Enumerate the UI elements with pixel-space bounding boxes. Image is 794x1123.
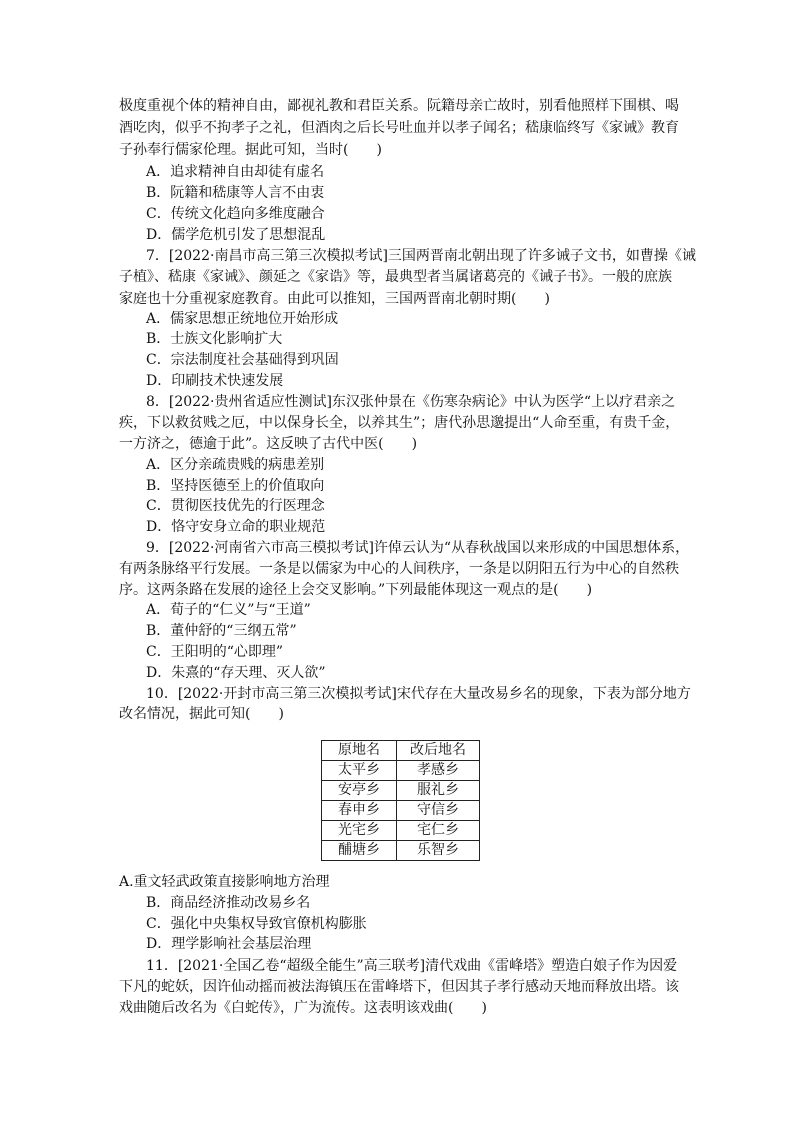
q6-option-a: A．追求精神自由却徒有虚名 (146, 164, 325, 180)
q7-option-d: D．印刷技术快速发展 (146, 373, 284, 389)
q8-stem-line-1: 8．[2022·贵州省适应性测试]东汉张仲景在《伤寒杂病论》中认为医学“上以疗君亲之 (146, 394, 676, 410)
q7-option-a: A．儒家思想正统地位开始形成 (146, 311, 339, 327)
table-cell: 服礼乡 (397, 781, 480, 801)
q8-stem-line-3: 一方济之，德逾于此”。这反映了古代中医( ) (119, 436, 418, 452)
table-row (322, 761, 480, 781)
q10-option-c: C．强化中央集权导致官僚机构膨胀 (146, 916, 367, 932)
table-cell: 春申乡 (322, 801, 397, 821)
place-name-change-table (321, 740, 480, 861)
q6-stem-line-3: 子孙奉行儒家伦理。据此可知，当时( ) (119, 142, 382, 158)
q7-stem-line-1: 7．[2022·南昌市高三第三次模拟考试]三国两晋南北朝出现了许多诫子文书，如曹操《诫 (146, 248, 696, 264)
q7-stem-line-3: 家庭也十分重视家庭教育。由此可以推知，三国两晋南北朝时期( ) (119, 291, 550, 307)
q6-stem-line-1: 极度重视个体的精神自由，鄙视礼教和君臣关系。阮籍母亲亡故时，别看他照样下围棋、喝 (119, 98, 679, 114)
table-cell: 宅仁乡 (397, 821, 480, 841)
q11-stem-line-1: 11．[2021·全国乙卷“超级全能生”高三联考]清代戏曲《雷峰塔》塑造白娘子作为因爱 (146, 958, 678, 974)
q7-option-b: B．士族文化影响扩大 (146, 331, 283, 347)
table-cell: 孝感乡 (397, 761, 480, 781)
q9-option-c: C．王阳明的“心即理” (146, 644, 284, 660)
q10-option-b: B．商品经济推动改易乡名 (146, 895, 311, 911)
table-header-original: 原地名 (322, 741, 397, 761)
table-cell: 酺塘乡 (322, 841, 397, 861)
q8-option-c: C．贯彻医技优先的行医理念 (146, 498, 325, 514)
q9-option-b: B．董仲舒的“三纲五常” (146, 623, 297, 639)
table-row (322, 801, 480, 821)
q8-option-a: A．区分亲疏贵贱的病患差别 (146, 457, 325, 473)
q6-option-c: C．传统文化趋向多维度融合 (146, 206, 325, 222)
q6-option-b: B．阮籍和嵇康等人言不由衷 (146, 185, 325, 201)
q10-option-d: D．理学影响社会基层治理 (146, 936, 312, 952)
table-row (322, 821, 480, 841)
q9-option-a: A．荀子的“仁义”与“王道” (146, 602, 311, 618)
q9-stem-line-1: 9．[2022·河南省六市高三模拟考试]许倬云认为“从春秋战国以来形成的中国思想体系， (146, 540, 690, 556)
q11-stem-line-3: 戏曲随后改名为《白蛇传》，广为流传。这表明该戏曲( ) (119, 1000, 487, 1016)
table-cell: 安亭乡 (322, 781, 397, 801)
table-header-row (322, 741, 480, 761)
q10-option-a: A.重文轻武政策直接影响地方治理 (119, 874, 330, 890)
q10-stem-line-2: 改名情况，据此可知( ) (119, 706, 284, 722)
q8-option-b: B．坚持医德至上的价值取向 (146, 478, 325, 494)
q7-option-c: C．宗法制度社会基础得到巩固 (146, 352, 339, 368)
table-cell: 太平乡 (322, 761, 397, 781)
table-cell: 乐智乡 (397, 841, 480, 861)
table-row (322, 781, 480, 801)
table-cell: 光宅乡 (322, 821, 397, 841)
q9-option-d: D．朱熹的“存天理、灭人欲” (146, 665, 326, 681)
q7-stem-line-2: 子植》、嵇康《家诫》、颜延之《家诰》等，最典型者当属诸葛亮的《诫子书》。一般的庶族 (119, 269, 672, 285)
q9-stem-line-3: 序。这两条路在发展的途径上会交叉影响。”下列最能体现这一观点的是( ) (119, 582, 593, 598)
table-header-renamed: 改后地名 (397, 741, 480, 761)
q10-stem-line-1: 10．[2022·开封市高三第三次模拟考试]宋代存在大量改易乡名的现象，下表为部分地方 (146, 686, 691, 702)
table-cell: 守信乡 (397, 801, 480, 821)
q11-stem-line-2: 下凡的蛇妖，因许仙动摇而被法海镇压在雷峰塔下，但因其子孝行感动天地而释放出塔。该 (119, 979, 679, 995)
q8-stem-line-2: 疾，下以救贫贱之厄，中以保身长全，以养其生”；唐代孙思邈提出“人命至重，有贵千金， (119, 415, 680, 431)
q9-stem-line-2: 有两条脉络平行发展。一条是以儒家为中心的人间秩序，一条是以阴阳五行为中心的自然秩 (119, 561, 679, 577)
q8-option-d: D．恪守安身立命的职业规范 (146, 519, 326, 535)
q6-stem-line-2: 酒吃肉，似乎不拘孝子之礼，但酒肉之后长号吐血并以孝子闻名；嵇康临终写《家诫》教育 (119, 120, 679, 136)
table-row (322, 841, 480, 861)
q6-option-d: D．儒学危机引发了思想混乱 (146, 227, 326, 243)
